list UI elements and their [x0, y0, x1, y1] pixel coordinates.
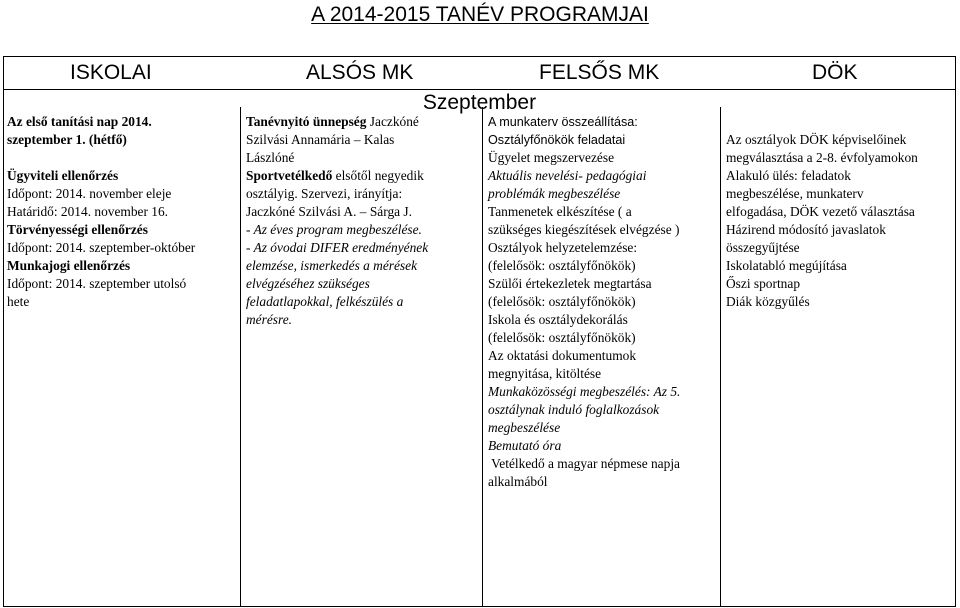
- header-dok: DÖK: [812, 61, 858, 84]
- dok-column: [726, 131, 918, 311]
- header-felsos-mk: FELSŐS MK: [539, 61, 660, 84]
- upper-line: Szülői értekezletek megtartása: [488, 276, 652, 291]
- upper-line: megnyitása, kitöltése: [488, 366, 602, 381]
- lower-line: [246, 167, 428, 185]
- lower-line: [246, 113, 428, 131]
- lower-line-bold: Sportvetélkedő: [246, 168, 333, 183]
- dok-line: megválasztása a 2-8. évfolyamokon: [726, 150, 918, 165]
- document-title: A 2014-2015 TANÉV PROGRAMJAI: [311, 3, 649, 26]
- upper-line: Az oktatási dokumentumok: [488, 348, 637, 363]
- school-column: [7, 113, 195, 311]
- school-line: [7, 149, 195, 167]
- lower-line-text: Jaczkóné: [366, 114, 419, 129]
- lower-line: feladatlapokkal, felkészülés a: [246, 294, 404, 309]
- lower-line: elvégzéséhez szükséges: [246, 276, 370, 291]
- school-line: szeptember 1. (hétfő): [7, 132, 127, 147]
- upper-line: (felelősök: osztályfőnökök): [488, 330, 636, 345]
- school-line: Időpont: 2014. szeptember-október: [7, 240, 196, 255]
- upper-line: Osztályfőnökök feladatai: [488, 133, 626, 147]
- month-heading: Szeptember: [422, 91, 537, 114]
- upper-line: problémák megbeszélése: [488, 186, 621, 201]
- school-line: Törvényességi ellenőrzés: [7, 222, 148, 237]
- lower-line: [246, 185, 428, 203]
- lower-line-text: Jaczkóné Szilvási A. – Sárga J.: [246, 204, 412, 219]
- header-alsos-mk: ALSÓS MK: [306, 61, 414, 84]
- school-line: Időpont: 2014. november eleje: [7, 186, 172, 201]
- dok-line: összegyűjtése: [726, 240, 800, 255]
- lower-line-text: Lászlóné: [246, 150, 295, 165]
- dok-line: elfogadása, DÖK vezető választása: [726, 204, 915, 219]
- upper-line: Munkaközösségi megbeszélés: Az 5.: [488, 384, 681, 399]
- upper-line: Tanmenetek elkészítése ( a: [488, 204, 632, 219]
- column-divider: [720, 107, 721, 606]
- upper-line: Osztályok helyzetelemzése:: [488, 240, 638, 255]
- column-divider: [482, 107, 483, 606]
- dok-line: Diák közgyűlés: [726, 294, 810, 309]
- school-line: Határidő: 2014. november 16.: [7, 204, 169, 219]
- upper-line: (felelősök: osztályfőnökök): [488, 258, 636, 273]
- lower-line: - Az éves program megbeszélése.: [246, 222, 422, 237]
- dok-line: Őszi sportnap: [726, 276, 801, 291]
- school-line: Időpont: 2014. szeptember utolsó: [7, 276, 187, 291]
- upper-line: szükséges kiegészítések elvégzése ): [488, 222, 680, 237]
- school-line: Az első tanítási nap 2014.: [7, 114, 152, 129]
- dok-line: Házirend módosító javaslatok: [726, 222, 886, 237]
- lower-line: mérésre.: [246, 312, 292, 327]
- dok-line: megbeszélése, munkaterv: [726, 186, 864, 201]
- lower-grade-column: [246, 113, 428, 329]
- dok-line: Alakuló ülés: feladatok: [726, 168, 851, 183]
- lower-line: [246, 149, 428, 167]
- upper-line: A munkaterv összeállítása:: [488, 115, 638, 129]
- header-iskolai: ISKOLAI: [70, 61, 152, 84]
- upper-line: Vetélkedő a magyar népmese napja: [488, 456, 680, 471]
- school-line: Munkajogi ellenőrzés: [7, 258, 131, 273]
- upper-line: megbeszélése: [488, 420, 561, 435]
- upper-line: Iskola és osztálydekorálás: [488, 312, 628, 327]
- lower-line: [246, 131, 428, 149]
- upper-grade-column: [488, 113, 680, 491]
- lower-line-bold: Tanévnyitó ünnepség: [246, 114, 367, 129]
- lower-line: elemzése, ismerkedés a mérések: [246, 258, 418, 273]
- lower-line-text: osztályig. Szervezi, irányítja:: [246, 186, 403, 201]
- lower-line-text: elsőtől negyedik: [332, 168, 424, 183]
- upper-line: Ügyelet megszervezése: [488, 150, 615, 165]
- lower-line: - Az óvodai DIFER eredményének: [246, 240, 429, 255]
- table-header-row: [4, 57, 955, 90]
- upper-line: alkalmából: [488, 474, 548, 489]
- dok-line: Iskolatabló megújítása: [726, 258, 847, 273]
- lower-line-text: Szilvási Annamária – Kalas: [246, 132, 395, 147]
- dok-line: Az osztályok DÖK képviselőinek: [726, 132, 907, 147]
- upper-line: osztálynak induló foglalkozások: [488, 402, 660, 417]
- school-line: Ügyviteli ellenőrzés: [7, 168, 119, 183]
- program-table: [3, 56, 956, 607]
- school-line: hete: [7, 294, 30, 309]
- upper-line: Bemutató óra: [488, 438, 562, 453]
- lower-line: [246, 203, 428, 221]
- column-divider: [240, 107, 241, 606]
- upper-line: Aktuális nevelési- pedagógiai: [488, 168, 647, 183]
- upper-line: (felelősök: osztályfőnökök): [488, 294, 636, 309]
